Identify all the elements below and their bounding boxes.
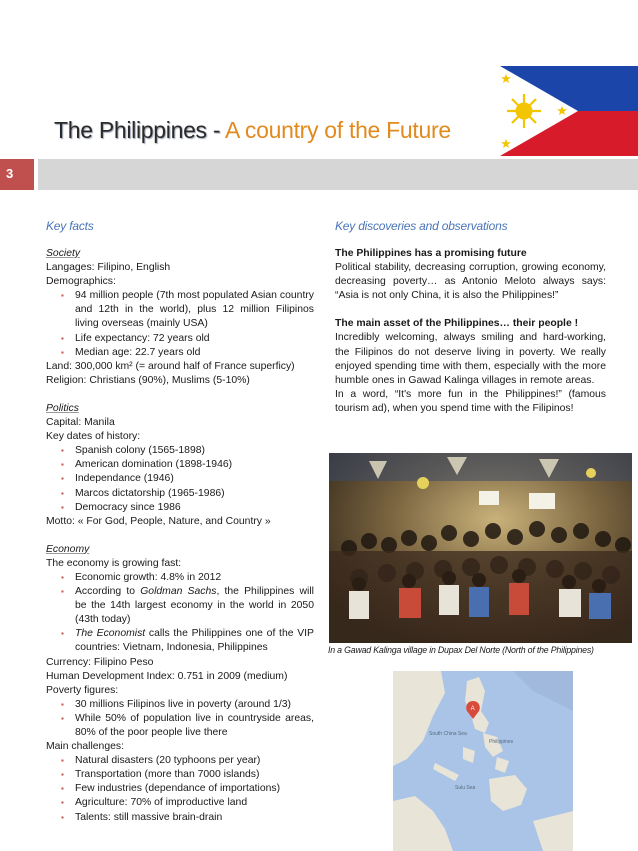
page-number: 3: [0, 159, 34, 190]
section-bar: [0, 159, 638, 190]
economist-post: calls the Philippines one of the VIP countries: Vietnam, Indonesia, Philippines: [75, 628, 314, 654]
challenges-heading: Main challenges:: [46, 741, 124, 753]
history-bullet: ▪ Marcos dictatorship (1965-1986): [46, 487, 314, 501]
capital-line: Capital: Manila: [46, 417, 115, 429]
philippines-map-image: [393, 671, 573, 851]
history-bullet: ▪ Independance (1946): [46, 472, 314, 486]
title-tagline: A country of the Future: [225, 117, 451, 143]
key-dates-line: Key dates of history:: [46, 431, 141, 443]
hdi-line: Human Development Index: 0.751 in 2009 (medium): [46, 670, 288, 682]
goldman-pre: According to: [75, 586, 141, 598]
economy-bullet: ▪ Economic growth: 4.8% in 2012: [46, 571, 314, 585]
challenge-bullet: ▪ Transportation (more than 7000 islands): [46, 768, 314, 782]
poverty-heading: Poverty figures:: [46, 684, 119, 696]
demographics-bullet: ▪ Median age: 22.7 years old: [46, 346, 314, 360]
currency-line: Currency: Filipino Peso: [46, 656, 154, 668]
poverty-bullet: ▪ While 50% of population live in countryside areas, 80% of the poor people live there: [46, 712, 314, 740]
economy-heading: Economy: [46, 543, 90, 555]
group-photo-image: [329, 453, 632, 643]
challenge-bullet: ▪ Talents: still massive brain-drain: [46, 811, 314, 825]
demographics-bullet: ▪ 94 million people (7th most populated Asian country and 12th in the world), plus 12 million Filipinos living overseas (mainly USA): [46, 289, 314, 331]
more-fun-text: In a word, “It's more fun in the Philippines!” (famous tourism ad), when you spend time with the Filipinos!: [335, 388, 606, 414]
key-facts-heading: Key facts: [46, 219, 94, 233]
main-asset-text: Incredibly welcoming, always smiling and hard-working, the Filipinos do not deserve living in poverty. We really enjoyed spending time with them, especially with the more humble ones in Gawad Kalinga villages in remote areas.: [335, 332, 606, 386]
challenge-bullet: ▪ Agriculture: 70% of improductive land: [46, 796, 314, 810]
philippines-flag-image: [500, 66, 638, 156]
goldman-sachs-name: Goldman Sachs: [140, 586, 217, 598]
demographics-bullet: ▪ Life expectancy: 72 years old: [46, 332, 314, 346]
economy-bullet: [46, 585, 314, 627]
history-bullet: ▪ Democracy since 1986: [46, 501, 314, 515]
history-bullet: ▪ American domination (1898-1946): [46, 458, 314, 472]
economist-name: The Economist: [75, 628, 146, 640]
discoveries-heading: Key discoveries and observations: [335, 219, 508, 233]
map-label-philippines: Philippines: [489, 739, 514, 745]
photo-caption: In a Gawad Kalinga village in Dupax Del Norte (North of the Philippines): [328, 645, 594, 655]
motto-line: Motto: « For God, People, Nature, and Country »: [46, 515, 271, 527]
map-label-sulu-sea: Sulu Sea: [455, 785, 476, 791]
land-line: Land: 300,000 km² (= around half of France superficy): [46, 360, 295, 372]
history-bullet: ▪ Spanish colony (1565-1898): [46, 444, 314, 458]
politics-heading: Politics: [46, 402, 79, 414]
economy-intro: The economy is growing fast:: [46, 557, 182, 569]
economy-bullet: [46, 627, 314, 655]
religion-line: Religion: Christians (90%), Muslims (5-10%): [46, 374, 250, 386]
promising-future-heading: The Philippines has a promising future: [335, 248, 527, 259]
main-asset-heading: The main asset of the Philippines… their people !: [335, 318, 579, 330]
demographics-line: Demographics:: [46, 276, 116, 288]
promising-future-text: Political stability, decreasing corruption, growing economy, decreasing poverty… as Antonio Meloto always says: “Asia is not only China, it is also the Philippines!”: [335, 262, 606, 302]
discoveries-column: [335, 219, 606, 416]
section-bar-strip: [38, 159, 638, 190]
title-country: The Philippines -: [54, 117, 226, 143]
languages-line: Langages: Filipino, English: [46, 262, 171, 274]
challenge-bullet: ▪ Few industries (dependance of importations): [46, 782, 314, 796]
map-label-south-china-sea: South China Sea: [429, 731, 467, 737]
goldman-post: , the Philippines will be the 14th largest economy in the world in 2050 (43th today): [75, 586, 314, 626]
key-facts-column: [46, 219, 314, 825]
poverty-bullet: ▪ 30 millions Filipinos live in poverty (around 1/3): [46, 698, 314, 712]
page-title: [54, 117, 451, 144]
map-pin-marker: A: [470, 706, 475, 712]
challenge-bullet: ▪ Natural disasters (20 typhoons per year): [46, 754, 314, 768]
society-heading: Society: [46, 248, 81, 259]
